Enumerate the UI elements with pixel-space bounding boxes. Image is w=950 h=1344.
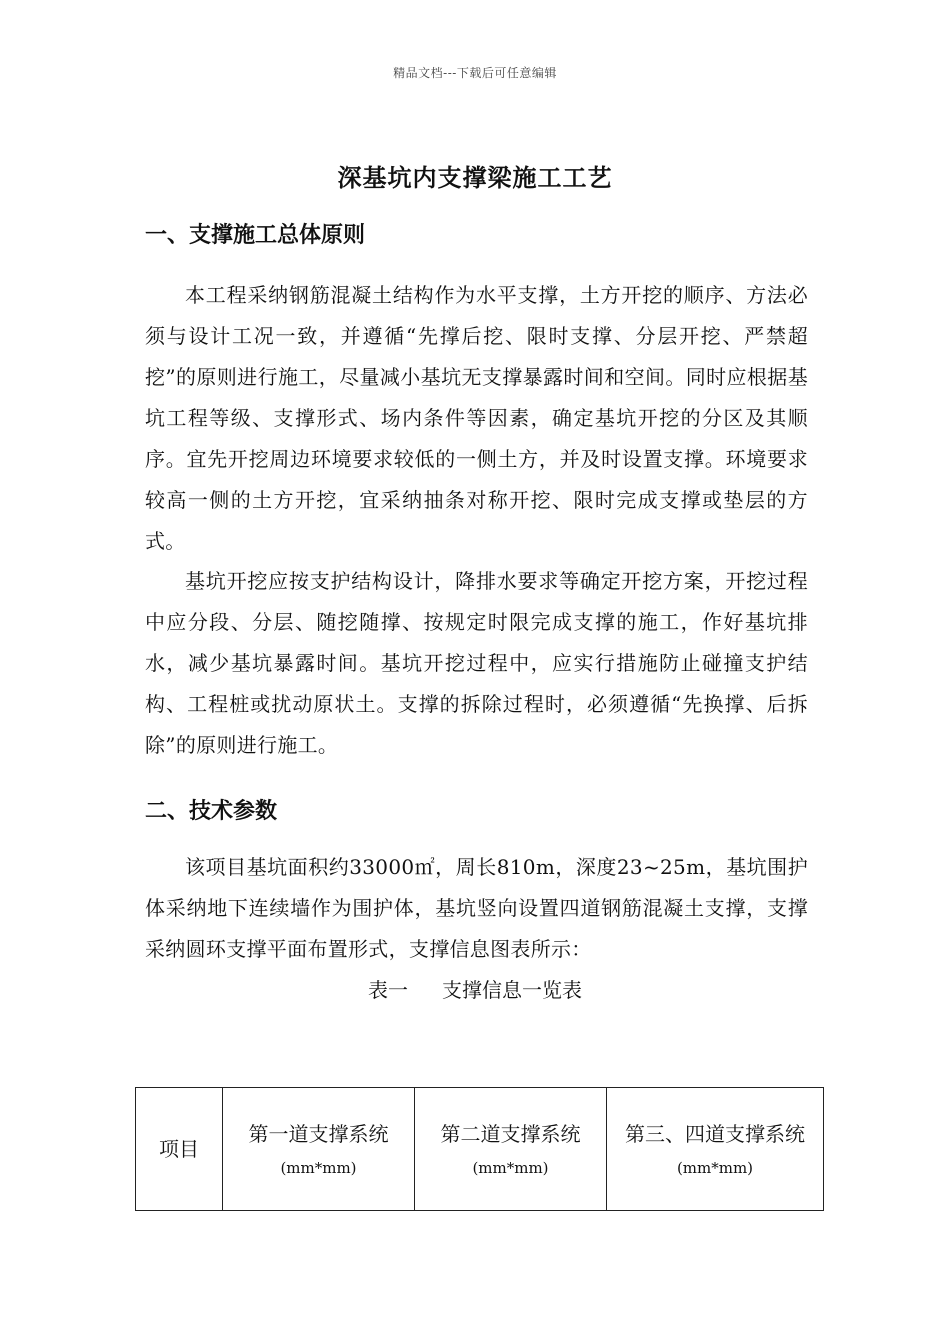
paragraph-principles-1: 本工程采纳钢筋混凝土结构作为水平支撑，土方开挖的顺序、方法必须与设计工况一致，并遵循“先撑后挖、限时支撑、分层开挖、严禁超挖”的原则进行施工，尽量减小基坑无支撑暴露时间和空间。同时应根据基坑工程等级、支撑形式、场内条件等因素，确定基坑开挖的分区及其顺序。宜先开挖周边环境要求较低的一侧土方，并及时设置支撑。环境要求较高一侧的土方开挖，宜采纳抽条对称开挖、限时完成支撑或垫层的方式。 — [145, 283, 808, 553]
table-header-cell-second-support — [415, 1088, 607, 1211]
paragraph-principles-2: 基坑开挖应按支护结构设计，降排水要求等确定开挖方案，开挖过程中应分段、分层、随挖随撑、按规定时限完成支撑的施工，作好基坑排水，减少基坑暴露时间。基坑开挖过程中，应实行措施防止碰撞支护结构、工程桩或扰动原状土。支撑的拆除过程时，必须遵循“先换撑、后拆除”的原则进行施工。 — [145, 569, 808, 757]
table-header-unit: (mm*mm) — [280, 1159, 357, 1177]
page-watermark: 精品文档---下载后可任意编辑 — [393, 66, 557, 80]
table-header-row — [136, 1088, 824, 1211]
table-header-cell-third-fourth-support — [607, 1088, 824, 1211]
section-heading-principles: 一、支撑施工总体原则 — [145, 223, 366, 248]
table-header-label: 第三、四道支撑系统 — [625, 1122, 805, 1146]
table-header-label: 第一道支撑系统 — [248, 1122, 389, 1146]
table-header-unit: (mm*mm) — [472, 1159, 549, 1177]
document-title: 深基坑内支撑梁施工工艺 — [337, 163, 613, 192]
table-header-cell-item — [136, 1088, 223, 1211]
table-header-label: 项目 — [159, 1137, 199, 1161]
table-header-label: 第二道支撑系统 — [440, 1122, 581, 1146]
table-caption-number: 表一 — [368, 978, 408, 1002]
table-header-unit: (mm*mm) — [676, 1159, 754, 1177]
table-caption — [0, 974, 950, 1003]
paragraph-parameters: 该项目基坑面积约33000㎡，周长810m，深度23~25m，基坑围护体采纳地下连续墙作为围护体，基坑竖向设置四道钢筋混凝土支撑，支撑采纳圆环支撑平面布置形式，支撑信息图表所示： — [145, 855, 808, 961]
table-header-cell-first-support — [223, 1088, 415, 1211]
support-info-table — [135, 1087, 824, 1211]
section-heading-parameters: 二、技术参数 — [145, 799, 278, 824]
table-caption-title: 支撑信息一览表 — [442, 978, 582, 1002]
